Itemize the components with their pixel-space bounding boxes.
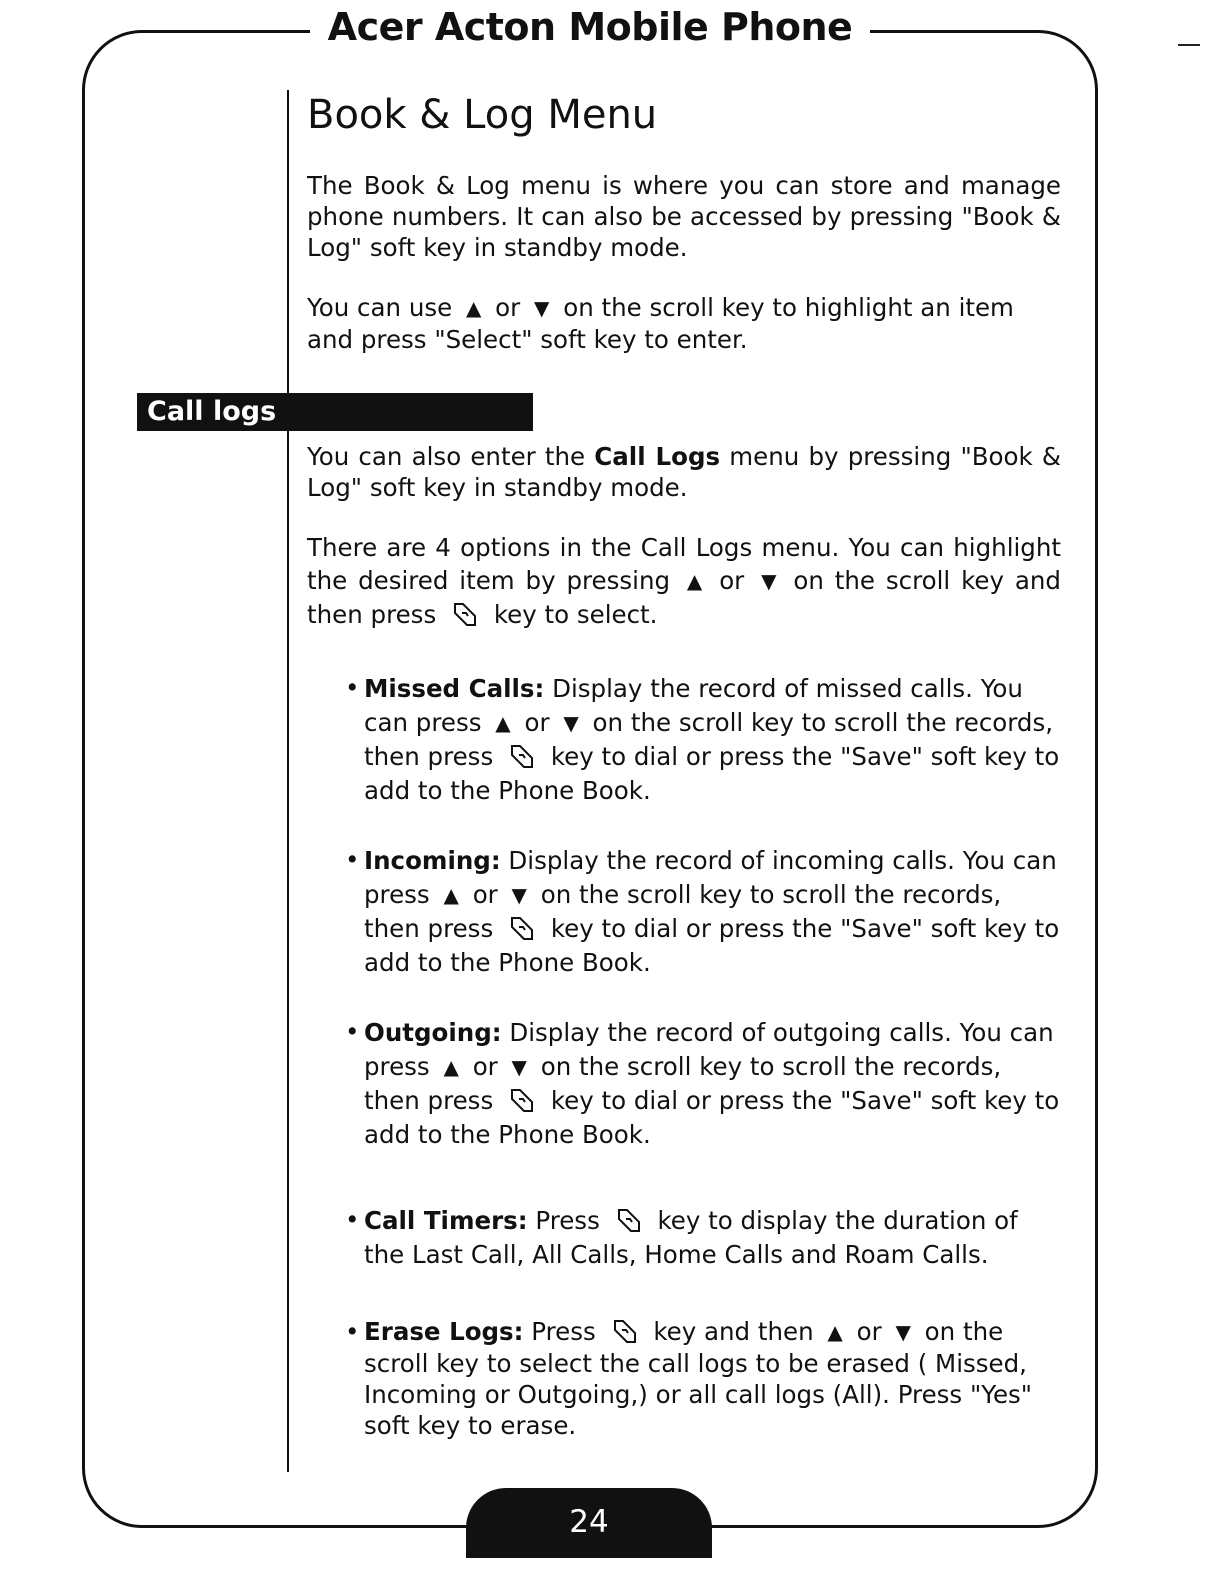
incoming-text bbox=[364, 844, 1061, 980]
intro-text: The Book & Log menu is where you can store and manage phone numbers. It can also be accessed by pressing "Book & Log" soft key in standby mode. bbox=[307, 171, 1061, 262]
nav-text-a: You can use bbox=[307, 293, 453, 322]
call-logs-heading: Call logs bbox=[147, 396, 277, 427]
navigation-paragraph bbox=[307, 292, 1061, 355]
outgoing-text-c: key to dial or press the "Save" soft key to add to the Phone Book. bbox=[364, 1086, 1060, 1149]
bullet-icon: • bbox=[345, 1317, 360, 1346]
navigation-text bbox=[307, 292, 1061, 355]
up-arrow-icon: ▲ bbox=[827, 1320, 843, 1344]
margin-rule bbox=[287, 90, 289, 1472]
send-key-icon bbox=[450, 601, 480, 629]
erase-logs-text bbox=[364, 1316, 1061, 1441]
page-number: 24 bbox=[569, 1504, 609, 1540]
call-logs-text-1 bbox=[307, 441, 1061, 503]
call-logs-heading-bar bbox=[137, 393, 533, 431]
p2-text-a: There are 4 options in the Call Logs menu. You can highlight the desired item by pressing bbox=[307, 533, 1061, 595]
incoming-text-a: Display the record of incoming calls. You can press bbox=[364, 846, 1057, 909]
incoming-text-c: key to dial or press the "Save" soft key to add to the Phone Book. bbox=[364, 914, 1060, 977]
bullet-icon: • bbox=[345, 673, 360, 702]
send-key-icon bbox=[507, 1087, 537, 1115]
outgoing-label: Outgoing: bbox=[364, 1018, 502, 1047]
call-logs-paragraph-1 bbox=[307, 441, 1061, 503]
send-key-icon bbox=[507, 915, 537, 943]
nav-text-b: on the scroll key to highlight an item and press "Select" soft key to enter. bbox=[307, 293, 1014, 354]
call-timers-label: Call Timers: bbox=[364, 1206, 528, 1235]
document-title: Acer Acton Mobile Phone bbox=[310, 4, 870, 50]
down-arrow-icon: ▼ bbox=[511, 883, 527, 907]
missed-calls-text-c: key to dial or press the "Save" soft key to add to the Phone Book. bbox=[364, 742, 1060, 805]
send-key-icon bbox=[610, 1318, 640, 1346]
p2-text-c: key to select. bbox=[493, 600, 658, 629]
up-arrow-icon: ▲ bbox=[465, 296, 482, 320]
up-arrow-icon: ▲ bbox=[443, 883, 459, 907]
send-key-icon bbox=[614, 1207, 644, 1235]
intro-paragraph bbox=[307, 170, 1061, 263]
down-arrow-icon: ▼ bbox=[534, 296, 550, 320]
outgoing-text-a: Display the record of outgoing calls. You can press bbox=[364, 1018, 1054, 1081]
down-arrow-icon: ▼ bbox=[761, 569, 777, 593]
list-item-outgoing bbox=[345, 1016, 1061, 1152]
erase-logs-text-c: on the scroll key to select the call logs to be erased ( Missed, Incoming or Outgoing,) or all call logs (All). Press "Yes" soft key to erase. bbox=[364, 1317, 1033, 1440]
up-arrow-icon: ▲ bbox=[686, 569, 703, 593]
p2-text-b: on the scroll key and then press bbox=[307, 566, 1061, 629]
outgoing-text bbox=[364, 1016, 1061, 1152]
call-timers-text-a: Press bbox=[535, 1206, 600, 1235]
bullet-icon: • bbox=[345, 1205, 360, 1234]
erase-logs-or: or bbox=[856, 1317, 882, 1346]
call-timers-text bbox=[364, 1204, 1061, 1272]
incoming-label: Incoming: bbox=[364, 846, 501, 875]
call-timers-text-b: key to display the duration of the Last Call, All Calls, Home Calls and Roam Calls. bbox=[364, 1206, 1018, 1269]
up-arrow-icon: ▲ bbox=[443, 1055, 459, 1079]
section-title: Book & Log Menu bbox=[307, 92, 658, 138]
bullet-icon: • bbox=[345, 1017, 360, 1046]
page-number-tab bbox=[466, 1488, 712, 1558]
erase-logs-text-a: Press bbox=[531, 1317, 596, 1346]
down-arrow-icon: ▼ bbox=[895, 1320, 911, 1344]
p1-bold: Call Logs bbox=[594, 442, 721, 471]
down-arrow-icon: ▼ bbox=[511, 1055, 527, 1079]
bullet-icon: • bbox=[345, 845, 360, 874]
p1-text-a: You can also enter the bbox=[307, 442, 586, 471]
send-key-icon bbox=[507, 743, 537, 771]
erase-logs-label: Erase Logs: bbox=[364, 1317, 524, 1346]
missed-calls-or: or bbox=[524, 708, 550, 737]
nav-or: or bbox=[495, 293, 521, 322]
p1-text-b: menu by pressing "Book & Log" soft key in standby mode. bbox=[307, 442, 1061, 502]
erase-logs-text-b: key and then bbox=[653, 1317, 814, 1346]
incoming-or: or bbox=[472, 880, 498, 909]
missed-calls-label: Missed Calls: bbox=[364, 674, 545, 703]
missed-calls-text-b: on the scroll key to scroll the records, then press bbox=[364, 708, 1054, 771]
down-arrow-icon: ▼ bbox=[563, 711, 579, 735]
p2-or: or bbox=[719, 566, 745, 595]
list-item-incoming bbox=[345, 844, 1061, 980]
list-item-missed-calls bbox=[345, 672, 1061, 808]
missed-calls-text bbox=[364, 672, 1061, 808]
outgoing-or: or bbox=[472, 1052, 498, 1081]
up-arrow-icon: ▲ bbox=[495, 711, 511, 735]
outgoing-text-b: on the scroll key to scroll the records, then press bbox=[364, 1052, 1002, 1115]
list-item-call-timers bbox=[345, 1204, 1061, 1272]
scan-edge-mark bbox=[1178, 44, 1200, 46]
missed-calls-text-a: Display the record of missed calls. You can press bbox=[364, 674, 1023, 737]
list-item-erase-logs bbox=[345, 1316, 1061, 1441]
incoming-text-b: on the scroll key to scroll the records, then press bbox=[364, 880, 1002, 943]
call-logs-paragraph-2 bbox=[307, 531, 1061, 631]
call-logs-text-2 bbox=[307, 531, 1061, 631]
